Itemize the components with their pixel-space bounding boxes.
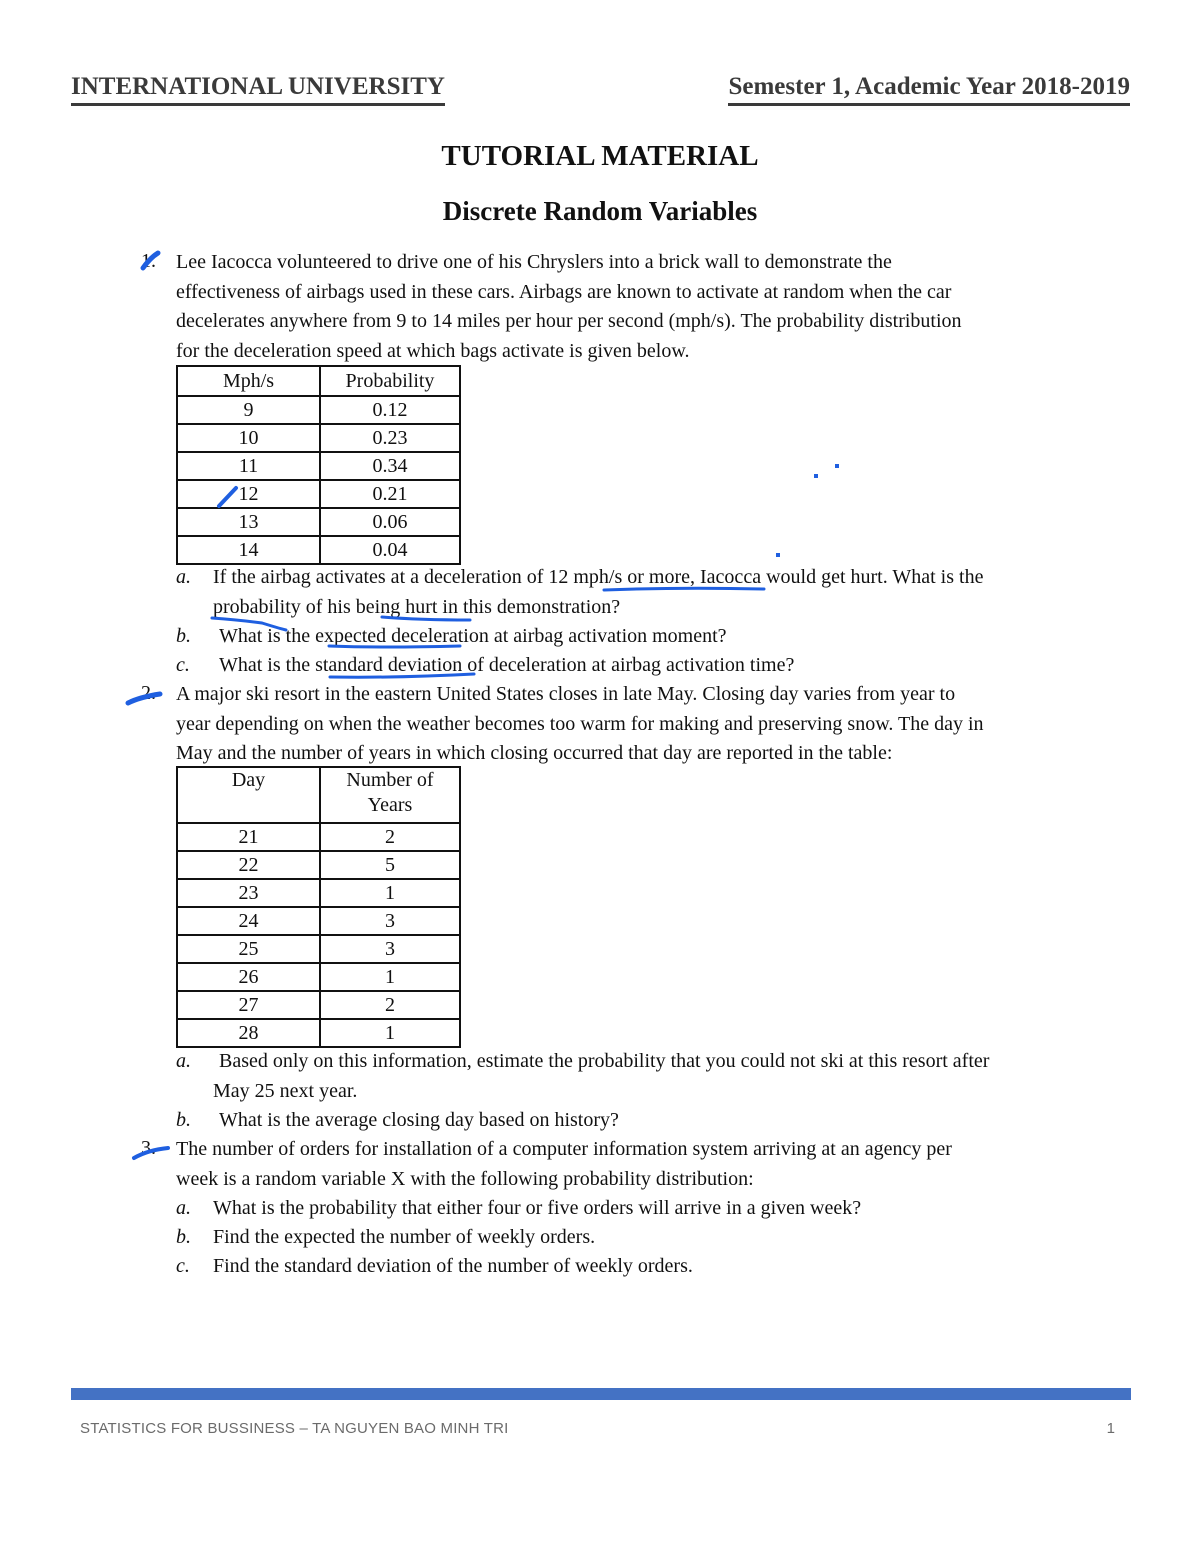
- question-line: What is the expected deceleration at airbag activation moment?: [219, 625, 727, 647]
- text-line: The number of orders for installation of a computer information system arriving at an agency per: [176, 1138, 952, 1160]
- ink-dot: [835, 464, 839, 468]
- question-label: c.: [176, 1255, 190, 1277]
- table-cell: 0.12: [320, 396, 460, 424]
- question-label: a.: [176, 1197, 191, 1219]
- question-label: b.: [176, 625, 191, 647]
- underline-mark: [329, 646, 460, 647]
- table-cell: 23: [177, 879, 320, 907]
- underline-mark: [604, 588, 764, 590]
- header-term: Semester 1, Academic Year 2018-2019: [728, 72, 1130, 106]
- table-header-cell: Day: [177, 767, 320, 823]
- underline-mark: [212, 618, 286, 630]
- table-cell: 1: [320, 963, 460, 991]
- table-header-cell: Mph/s: [177, 366, 320, 396]
- table-cell: 24: [177, 907, 320, 935]
- table-cell: 0.23: [320, 424, 460, 452]
- table-cell: 2: [320, 991, 460, 1019]
- table-cell: 26: [177, 963, 320, 991]
- text-line: Lee Iacocca volunteered to drive one of his Chryslers into a brick wall to demonstrate the: [176, 251, 892, 273]
- table-cell: 9: [177, 396, 320, 424]
- table-cell: 21: [177, 823, 320, 851]
- question-label: a.: [176, 1050, 191, 1072]
- question-line: Find the expected the number of weekly orders.: [213, 1226, 596, 1248]
- ink-dot: [776, 553, 780, 557]
- table-cell: 27: [177, 991, 320, 1019]
- question-label: a.: [176, 566, 191, 588]
- question-line: What is the standard deviation of deceleration at airbag activation time?: [219, 654, 795, 676]
- question-label: b.: [176, 1109, 191, 1131]
- text-line: effectiveness of airbags used in these cars. Airbags are known to activate at random when the car: [176, 280, 952, 303]
- text-line: May and the number of years in which closing occurred that day are reported in the table:: [176, 742, 893, 764]
- table-cell: 0.06: [320, 508, 460, 536]
- text-line: decelerates anywhere from 9 to 14 miles per hour per second (mph/s). The probability distribution: [176, 310, 962, 332]
- text-line: week is a random variable X with the following probability distribution:: [176, 1167, 754, 1190]
- table-cell: 12: [177, 480, 320, 508]
- checkmark-icon: [134, 1148, 168, 1158]
- ink-dot: [814, 474, 818, 478]
- underline-mark: [330, 674, 474, 677]
- table-cell: 1: [320, 1019, 460, 1047]
- question-line: Based only on this information, estimate the probability that you could not ski at this resort after: [219, 1050, 990, 1072]
- document-subtitle: Discrete Random Variables: [442, 196, 758, 226]
- footer-course-author: STATISTICS FOR BUSSINESS – TA NGUYEN BAO MINH TRI: [80, 1420, 509, 1437]
- question-line: What is the probability that either four or five orders will arrive in a given week?: [213, 1197, 862, 1219]
- table-cell: 0.34: [320, 452, 460, 480]
- question-line: If the airbag activates at a deceleration of 12 mph/s or more, Iacocca would get hurt. What is the: [213, 566, 984, 588]
- question-line: Find the standard deviation of the number of weekly orders.: [213, 1255, 693, 1277]
- document-title: TUTORIAL MATERIAL: [441, 140, 759, 172]
- table-cell: 2: [320, 823, 460, 851]
- table-cell: 28: [177, 1019, 320, 1047]
- question-label: c.: [176, 654, 190, 676]
- checkmark-icon: [143, 253, 158, 268]
- header-line: Number of: [346, 769, 434, 791]
- table-cell: 3: [320, 907, 460, 935]
- text-line: for the deceleration speed at which bags activate is given below.: [176, 339, 690, 362]
- question-line: What is the average closing day based on history?: [219, 1109, 619, 1131]
- table-cell: 14: [177, 536, 320, 564]
- problem-3-number: 3.: [141, 1137, 156, 1159]
- checkmark-icon: [128, 694, 160, 703]
- header-line: Years: [367, 794, 413, 816]
- underline-mark: [382, 617, 470, 620]
- table-cell: 22: [177, 851, 320, 879]
- question-label: b.: [176, 1226, 191, 1248]
- table-cell: 0.04: [320, 536, 460, 564]
- text-line: year depending on when the weather becomes too warm for making and preserving snow. The day in: [176, 712, 984, 735]
- table-cell: 3: [320, 935, 460, 963]
- table-cell: 11: [177, 452, 320, 480]
- checkmark-icon: [219, 488, 236, 506]
- table-header-cell: Probability: [320, 366, 460, 396]
- table-cell: 1: [320, 879, 460, 907]
- table-cell: 25: [177, 935, 320, 963]
- question-line: probability of his being hurt in this demonstration?: [213, 595, 621, 618]
- table-cell: 0.21: [320, 480, 460, 508]
- table-cell: 10: [177, 424, 320, 452]
- table-cell: 5: [320, 851, 460, 879]
- problem-1-number: 1.: [141, 250, 156, 272]
- header-institution: INTERNATIONAL UNIVERSITY: [71, 72, 445, 106]
- text-line: A major ski resort in the eastern United States closes in late May. Closing day varies from year to: [176, 683, 956, 705]
- problem-2-number: 2.: [141, 682, 156, 704]
- question-line: May 25 next year.: [213, 1079, 358, 1102]
- footer-divider-bar: [71, 1388, 1131, 1400]
- page-number: 1: [1106, 1420, 1115, 1437]
- table-cell: 13: [177, 508, 320, 536]
